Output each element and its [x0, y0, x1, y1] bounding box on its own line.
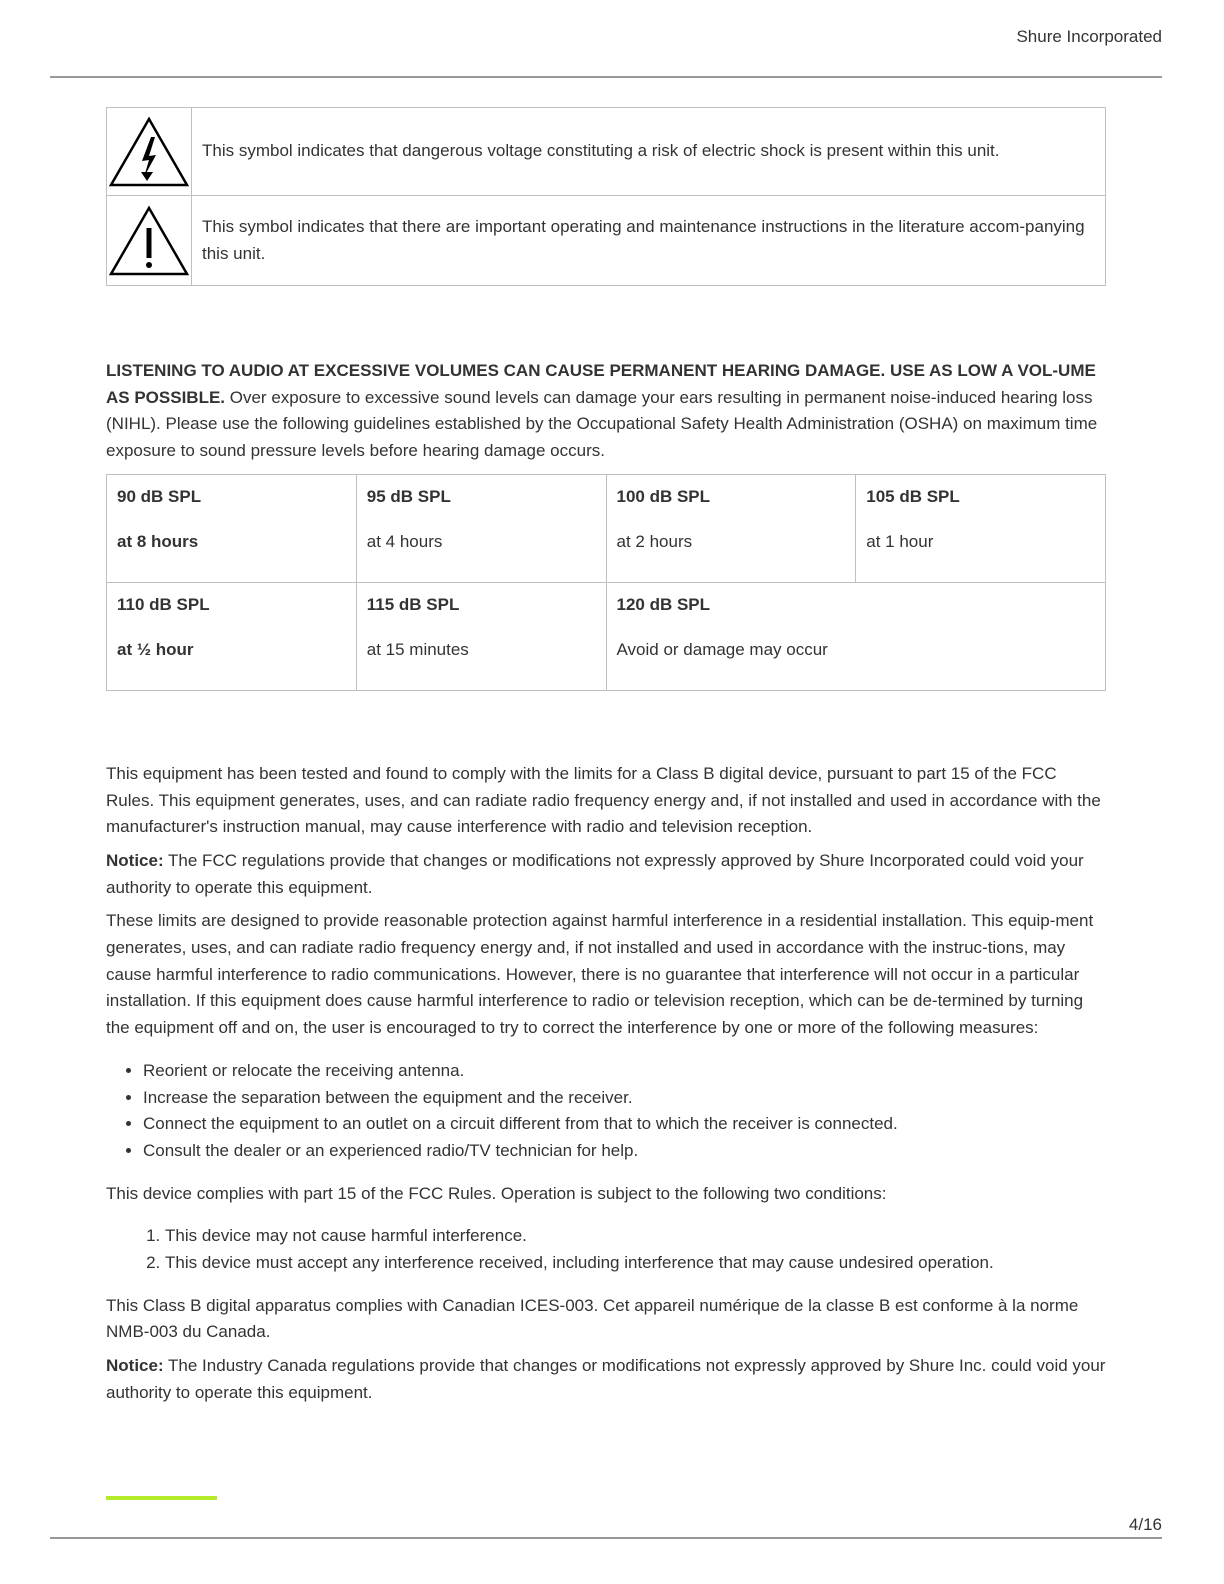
- list-item: 1. This device may not cause harmful interference.: [165, 1223, 1106, 1250]
- list-item: 2. This device must accept any interference received, including interference that may cause undesired operation.: [165, 1250, 1106, 1277]
- fcc-paragraph: This device complies with part 15 of the FCC Rules. Operation is subject to the following two conditions:: [106, 1183, 887, 1203]
- spl-row: [107, 582, 1106, 690]
- list-item: • Connect the equipment to an outlet on a circuit different from that to which the receiver is connected.: [143, 1111, 1106, 1138]
- footer-divider: [50, 1537, 1162, 1539]
- spl-exposure-table: [106, 474, 1106, 691]
- ic-notice: [106, 1353, 1106, 1406]
- notice-text: The FCC regulations provide that changes or modifications not expressly approved by Shure Incorporated could void your authority to operate this equipment.: [106, 850, 1084, 897]
- spl-row: [107, 474, 1106, 582]
- symbol-row: [107, 108, 1106, 196]
- page-number: 4/16: [1128, 1515, 1162, 1534]
- spl-level: 100 dB SPL: [616, 486, 711, 506]
- fcc-paragraph: This equipment has been tested and found to comply with the limits for a Class B digital device, pursuant to part 15 of the FCC Rules. This equipment generates, uses, and can radiate radio frequency energy and, if not installed and used in accordance with the manufacturer's instruction manual, may cause interference with radio and television reception.: [106, 763, 1101, 837]
- spl-time: at ½ hour: [117, 639, 194, 659]
- page-content: [106, 107, 1106, 1414]
- spl-level: 95 dB SPL: [366, 486, 451, 506]
- spl-time: at 15 minutes: [366, 639, 469, 659]
- hearing-warning-bold: LISTENING TO AUDIO AT EXCESSIVE VOLUMES CAN CAUSE PERMANENT HEARING DAMAGE. USE AS LOW A VOL-UME AS POSSIBLE.: [106, 361, 1096, 407]
- header-divider: [50, 76, 1162, 78]
- symbol-icon-cell: [107, 196, 192, 286]
- header-company: Shure Incorporated: [1016, 27, 1162, 46]
- hearing-warning-text: Over exposure to excessive sound levels can damage your ears resulting in permanent noise-induced hearing loss (NIHL). Please use the following guidelines established by the Occupational Safety Health Administration (OSHA) on maximum time exposure to sound pressure levels before hearing damage occurs.: [106, 387, 1098, 461]
- spl-time: at 2 hours: [616, 531, 693, 551]
- spl-time: at 4 hours: [366, 531, 443, 551]
- notice-text: The Industry Canada regulations provide that changes or modifications not expressly approved by Shure Inc. could void your authority to operate this equipment.: [106, 1356, 1106, 1402]
- conditions-list: [106, 1223, 1106, 1276]
- hearing-warning: [106, 358, 1106, 465]
- spl-time: at 8 hours: [117, 531, 199, 551]
- safety-symbols-table: [106, 107, 1106, 286]
- caution-exclamation-icon: [107, 204, 191, 278]
- spl-level: 120 dB SPL: [616, 594, 711, 614]
- footer-accent-bar: [106, 1496, 217, 1500]
- spl-cell: [606, 474, 856, 582]
- symbol-icon-cell: [107, 108, 192, 196]
- notice-label: Notice:: [106, 850, 164, 870]
- fcc-section: [106, 761, 1106, 1407]
- measures-list: [106, 1058, 1106, 1165]
- ices-paragraph: This Class B digital apparatus complies with Canadian ICES-003. Cet appareil numérique de la classe B est conforme à la norme NMB-003 du Canada.: [106, 1295, 1079, 1342]
- list-item: • Reorient or relocate the receiving antenna.: [143, 1058, 1106, 1085]
- spl-cell: [606, 582, 1106, 690]
- list-item: • Consult the dealer or an experienced radio/TV technician for help.: [143, 1138, 1106, 1165]
- symbol-description: This symbol indicates that dangerous voltage constituting a risk of electric shock is present within this unit.: [192, 108, 1106, 196]
- spl-level: 90 dB SPL: [117, 486, 202, 506]
- fcc-notice: [106, 848, 1106, 901]
- spl-time: Avoid or damage may occur: [616, 639, 828, 659]
- spl-level: 105 dB SPL: [866, 486, 960, 506]
- notice-label: Notice:: [106, 1356, 164, 1376]
- spl-level: 115 dB SPL: [366, 594, 460, 614]
- spl-cell: [107, 474, 357, 582]
- spl-level: 110 dB SPL: [117, 594, 210, 614]
- fcc-paragraph: These limits are designed to provide reasonable protection against harmful interference in a residential installation. This equip-ment generates, uses, and can radiate radio frequency energy and, if not installed and used in accordance with the instruc-tions, may cause harmful interference to radio communications. However, there is no guarantee that interference will not occur in a particular installation. If this equipment does cause harmful interference to radio or television reception, which can be de-termined by turning the equipment off and on, the user is encouraged to try to correct the interference by one or more of the following measures:: [106, 911, 1094, 1038]
- symbol-row: [107, 196, 1106, 286]
- spl-time: at 1 hour: [866, 531, 934, 551]
- electric-shock-warning-icon: [107, 115, 191, 189]
- spl-cell: [107, 582, 357, 690]
- spl-cell: [856, 474, 1106, 582]
- spl-cell: [356, 474, 606, 582]
- symbol-description: This symbol indicates that there are important operating and maintenance instructions in the literature accom-panying this unit.: [192, 196, 1106, 286]
- spl-cell: [356, 582, 606, 690]
- list-item: • Increase the separation between the equipment and the receiver.: [143, 1085, 1106, 1112]
